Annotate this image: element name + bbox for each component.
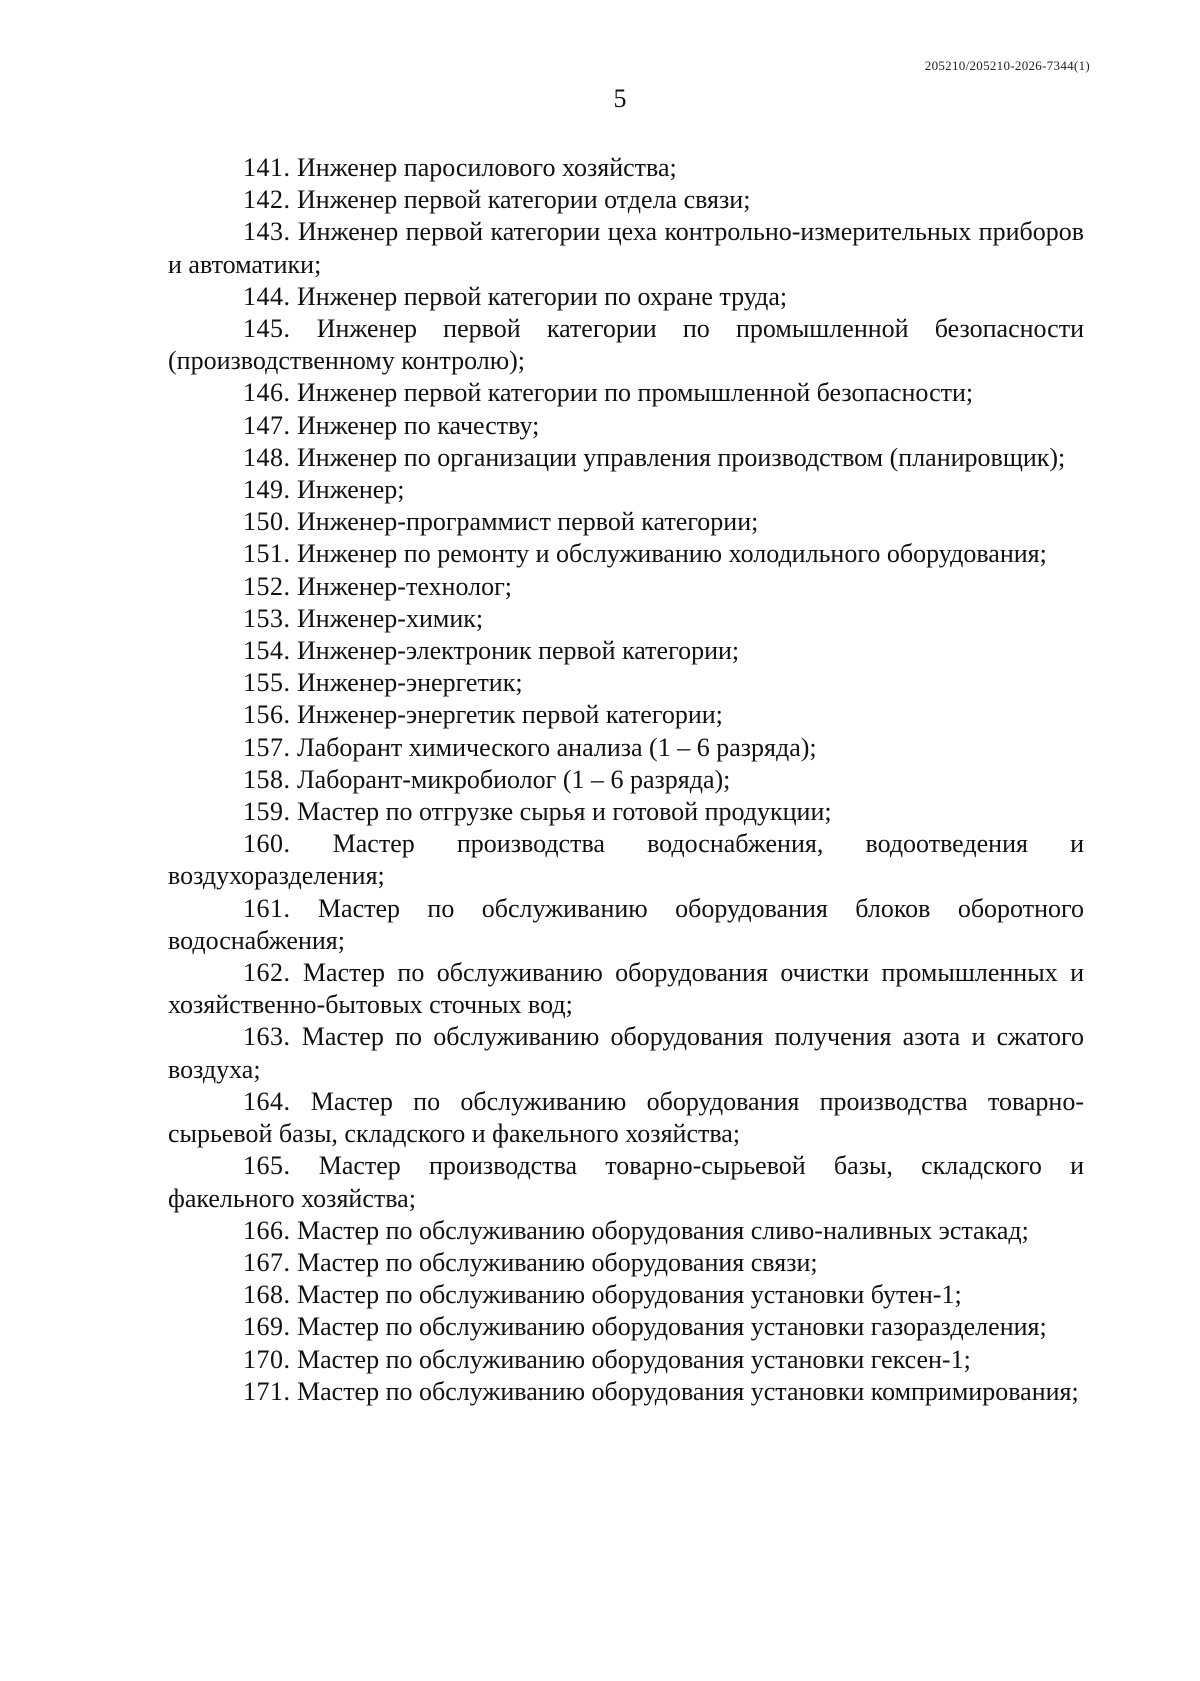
- item-text: Мастер по обслуживанию оборудования связи;: [297, 1247, 818, 1277]
- list-item: [168, 442, 1084, 474]
- item-text: Инженер первой категории по промышленной безопасности (производственному контролю);: [168, 314, 1085, 376]
- position-list: [168, 152, 1084, 1408]
- item-number: 161.: [243, 893, 291, 923]
- item-text: Мастер по обслуживанию оборудования установки газоразделения;: [297, 1312, 1047, 1342]
- item-number: 154.: [243, 636, 291, 666]
- item-text: Инженер первой категории цеха контрольно-измерительных приборов и автоматики;: [168, 217, 1084, 279]
- item-number: 146.: [243, 378, 291, 408]
- list-item: [168, 474, 1084, 506]
- item-text: Мастер по обслуживанию оборудования получения азота и сжатого воздуха;: [168, 1022, 1085, 1084]
- list-item: [168, 699, 1084, 731]
- item-text: Инженер-электроник первой категории;: [297, 636, 740, 666]
- list-item: [168, 635, 1084, 667]
- item-number: 160.: [243, 829, 291, 859]
- document-id: 205210/205210-2026-7344(1): [924, 58, 1090, 73]
- list-item: [168, 1279, 1084, 1311]
- item-text: Инженер первой категории отдела связи;: [297, 185, 751, 215]
- list-item: [168, 957, 1084, 1021]
- list-item: [168, 1021, 1084, 1085]
- list-item: [168, 893, 1084, 957]
- item-number: 141.: [243, 153, 291, 182]
- list-item: [168, 764, 1084, 796]
- list-item: [168, 732, 1084, 764]
- item-number: 152.: [243, 571, 291, 601]
- item-number: 144.: [243, 281, 291, 311]
- page-number: 5: [613, 84, 627, 113]
- item-number: 159.: [243, 797, 291, 827]
- list-item: [168, 410, 1084, 442]
- item-text: Инженер по ремонту и обслуживанию холодильного оборудования;: [297, 539, 1047, 569]
- item-text: Мастер по обслуживанию оборудования установки компримирования;: [297, 1376, 1079, 1406]
- item-number: 168.: [243, 1280, 291, 1310]
- item-number: 156.: [243, 700, 291, 730]
- item-number: 147.: [243, 410, 291, 440]
- list-item: [168, 538, 1084, 570]
- list-item: [168, 313, 1084, 377]
- list-item: [168, 667, 1084, 699]
- item-number: 166.: [243, 1215, 291, 1245]
- item-text: Инженер-энергетик первой категории;: [297, 700, 723, 730]
- item-number: 171.: [243, 1376, 291, 1406]
- list-item: [168, 603, 1084, 635]
- item-number: 148.: [243, 442, 291, 472]
- list-item: [168, 828, 1084, 892]
- item-text: Инженер-энергетик;: [297, 668, 523, 698]
- list-item: [168, 1086, 1084, 1150]
- item-text: Лаборант-микробиолог (1 – 6 разряда);: [297, 764, 731, 794]
- item-number: 151.: [243, 539, 291, 569]
- item-number: 158.: [243, 764, 291, 794]
- item-text: Инженер-технолог;: [297, 571, 512, 601]
- item-text: Мастер по обслуживанию оборудования очистки промышленных и хозяйственно-бытовых сточных вод;: [168, 958, 1085, 1020]
- item-text: Мастер по обслуживанию оборудования сливо-наливных эстакад;: [297, 1215, 1029, 1245]
- item-text: Инженер первой категории по промышленной безопасности;: [297, 378, 974, 408]
- list-item: [168, 1247, 1084, 1279]
- item-text: Лаборант химического анализа (1 – 6 разряда);: [297, 732, 817, 762]
- item-number: 153.: [243, 603, 291, 633]
- item-text: Инженер-химик;: [297, 603, 484, 633]
- list-item: [168, 506, 1084, 538]
- item-text: Инженер по организации управления производством (планировщик);: [297, 442, 1066, 472]
- item-text: Мастер по обслуживанию оборудования производства товарно-сырьевой базы, складского и факельного хозяйства;: [168, 1086, 1085, 1149]
- list-item: [168, 796, 1084, 828]
- item-number: 142.: [243, 185, 291, 215]
- item-number: 164.: [243, 1086, 291, 1116]
- item-number: 167.: [243, 1247, 291, 1277]
- item-text: Мастер по обслуживанию оборудования блоков оборотного водоснабжения;: [168, 893, 1085, 955]
- item-number: 143.: [243, 217, 291, 247]
- item-text: Инженер по качеству;: [297, 410, 540, 440]
- item-number: 170.: [243, 1344, 291, 1374]
- item-number: 155.: [243, 668, 291, 698]
- list-item: [168, 1311, 1084, 1343]
- item-number: 145.: [243, 314, 291, 344]
- item-text: Мастер по отгрузке сырья и готовой продукции;: [297, 797, 832, 827]
- list-item: [168, 1376, 1084, 1408]
- list-item: [168, 1150, 1084, 1214]
- item-text: Инженер-программист первой категории;: [297, 507, 759, 537]
- item-text: Мастер производства товарно-сырьевой базы, складского и факельного хозяйства;: [168, 1151, 1085, 1213]
- item-text: Мастер по обслуживанию оборудования установки бутен-1;: [297, 1280, 962, 1310]
- item-number: 165.: [243, 1151, 291, 1181]
- list-item: [168, 1215, 1084, 1247]
- item-text: Мастер по обслуживанию оборудования установки гексен-1;: [297, 1344, 971, 1374]
- item-number: 150.: [243, 507, 291, 537]
- item-text: Инженер первой категории по охране труда;: [297, 281, 788, 311]
- item-number: 149.: [243, 475, 291, 505]
- list-item: [168, 184, 1084, 216]
- list-item: [168, 1344, 1084, 1376]
- list-item: [168, 281, 1084, 313]
- list-item: [168, 571, 1084, 603]
- list-item: [168, 152, 1084, 184]
- item-number: 169.: [243, 1312, 291, 1342]
- list-item: [168, 377, 1084, 409]
- item-text: Инженер;: [297, 475, 405, 505]
- item-text: Инженер паросилового хозяйства;: [297, 153, 677, 182]
- item-text: Мастер производства водоснабжения, водоотведения и воздухоразделения;: [168, 829, 1084, 891]
- item-number: 163.: [243, 1022, 291, 1052]
- item-number: 162.: [243, 958, 291, 988]
- item-number: 157.: [243, 732, 291, 762]
- list-item: [168, 216, 1084, 280]
